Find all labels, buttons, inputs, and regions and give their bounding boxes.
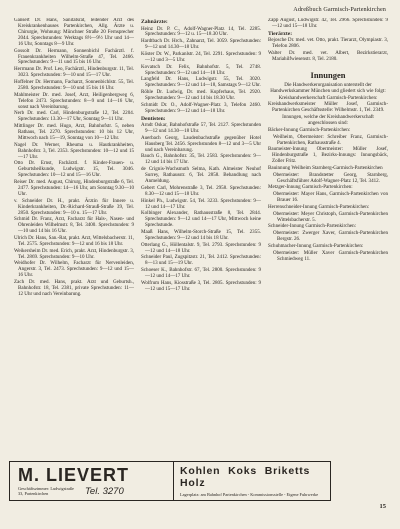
directory-entry: Walter Dr. med. vet. Albert, Bezirkstierarzt, Mariahilfwiesenstr. 8, Tel. 2180. — [268, 50, 388, 63]
directory-entry: Otto Dr. Ernst, Fachärztl. f. Kinder-Frauen- u. Geburtsheilkunde, Ludwigstr. 15, Tel. 3046. Sprechstunden: 10—12 und 15—16 Uhr. — [14, 160, 134, 179]
company-contact — [18, 486, 168, 497]
company-name: M. LIEVERT — [18, 464, 130, 485]
directory-entry: Nagel Dr. Werner, Rheuma u. Hautkrankheiten, Bahnhofstr. 3, Tel. 2353. Sprechstunden: 10—12 und 15—17 Uhr. — [14, 141, 134, 160]
directory-entry: Baumeister-Innung Obermeister: Müller Josef, Hindenburgstraße 1, Bezirks-Innungs: Innungsbäck, Zoller Fritz. — [268, 146, 388, 165]
directory-entry: Weidhofer Dr. Wilhelm, Facharzt für Nervenleiden, Angerstr. 3, Tel. 2473. Sprechstunden: 9—12 und 15—16 Uhr. — [14, 260, 134, 279]
directory-entry: Zapp August, Ludwigstr. 42, Tel. 2966. Sprechstunden: 9—12 und 15—18 Uhr. — [268, 18, 388, 29]
directory-entry: Hardtbach Dr. Hrch., Zahnarzt, Tel. 3059. Sprechstunden: 9—12 und 14.30—18 Uhr. — [141, 38, 261, 51]
directory-entry: Schmidt Dr. O., Adolf-Wagner-Platz 3, Telefon 2460. Sprechstunden: 9—12 und 14—18 Uhr. — [141, 101, 261, 114]
directory-entry: Bäcker-Innung Garmisch-Partenkirchen: — [268, 126, 351, 133]
section-heading: Dentisten: — [141, 115, 166, 122]
directory-entry: Kolbinger Alexander, Rathausstraße 8, Tel. 2844. Sprechstunden: 9—12 und 14—17 Uhr, Mittwoch keine Sprechstunde. — [141, 210, 261, 229]
directory-entry: Maaß Hans, Wilhelm-Storch-Straße 15, Tel. 2355. Sprechstunden: 9—12 und 14 bis 18 Uhr. — [141, 228, 261, 241]
section-heading: Zahnärzte: — [141, 19, 168, 25]
directory-entry: Schoeser K., Bahnhofstr. 67, Tel. 2800. Sprechstunden: 9—12 und 14—17 Uhr. — [141, 267, 261, 279]
running-title: Adreßbuch Garmisch-Partenkirchen — [293, 6, 386, 13]
directory-entry: Reiser Dr. med. August, Chirurg, Hindenburgstraße 6, Tel. 2477. Sprechstunden: 14—16 Uhr, am Sonntag 9.30—10 Uhr. — [14, 178, 134, 197]
directory-entry: Ulrich Dr. Hans, San.-Rat, prakt. Arzt, Wittelsbacherstr. 11, Tel. 2575. Sprechstunden: 9—12 und 16 bis 18 Uhr. — [14, 234, 134, 247]
advertisement-company-block — [10, 462, 174, 500]
directory-entry: Kreishandwerksmeister Müller Josef, Garmisch-Partenkirchen Geschäftsstelle: Wilhelmstr. 1, Tel. 2349. — [268, 101, 388, 114]
directory-columns — [14, 18, 388, 456]
directory-entry: Gossolt Dr. Hermann, Sonnenbichl Fachärztl. f. Frauenkrankheiten Wilhelm-Straße 47, Tel. 2466. Sprechstunden: 9—11 und 15 bis 16 Uhr. — [14, 47, 134, 66]
directory-entry: v. Schneider Dr. H., prakt. Ärztin für Innere u. Kinderkrankheiten, Dr.-Richard-Strauß-Straße 39, Tel. 2850. Sprechstunden: 9—10 u. 15—17 Uhr. — [14, 197, 134, 216]
directory-entry: Herrenschneider-Innung Garmisch-Partenkirchen: — [268, 203, 370, 210]
directory-entry: Kovatsch Dr. Felix, Bahnhofstr. 5, Tel. 2748. Sprechstunden: 9—12 und 14—18 Uhr. — [141, 63, 261, 76]
section-note: Innungen, welche der Kreishandwerkerschaft angeschlossen sind: — [282, 114, 374, 127]
directory-entry: Wolfrum Hans, Kiosstraße 3, Tel. 2805. Sprechstunden: 9—12 und 15—17 Uhr. — [141, 279, 261, 292]
directory-entry: Weikersheim Dr. med. Erich, prakt. Arzt, Hindenburgstr. 3, Tel. 2869. Sprechstunden: 9—10 Uhr. — [14, 247, 134, 260]
directory-subentry: Weilheim, Obermeister: Schreiber Franz, Garmisch-Partenkirchen, Rathausstraße 4. — [273, 133, 388, 146]
directory-entry: Herrmann Dr. Prof. Leo, Fachärztl., Hindenburgstr. 11, Tel. 3023. Sprechstunden: 9—10 und 15—17 Uhr. — [14, 66, 134, 79]
directory-entry: Metzger-Innung Garmisch-Partenkirchen: — [268, 184, 353, 191]
directory-entry: Röhle Dr. Ludwig, Dr. med. Kupferhaus, Tel. 2920. Sprechstunden: 9—12 und 14 bis 18.30 Uhr. — [141, 89, 261, 101]
directory-entry: Mahlmeister Dr. med. Josef, Arzt, Heiligenbergweg 6, Telefon 2473. Sprechstunden: 8—9 und 14—16 Uhr, sonst nach Vereinbarung. — [14, 91, 134, 110]
directory-entry: de Crignis-Wachsmuth Selma, Kath. Almeister Neuhof Surrey, Rathausstr. 6, Tel. 2858. Behandlung nach Anmeldung. — [141, 166, 261, 185]
section-title: Innungen — [310, 70, 346, 81]
directory-entry: Schmid Dr. Franz, Arzt, Facharzt für Hals-, Nasen- und Ohrenleiden Wilhelmstr. 8, Tel. 3400. Sprechstunden: 9—10 und 14 bis 16 Uhr. — [14, 216, 134, 235]
directory-entry: Bejosche Dr. med. vet. Otto, prakt. Tierarzt, Olympiastr. 3, Telefon 2806. — [268, 37, 388, 50]
directory-entry: Schneider Paul, Zugspitzstr. 21, Tel. 2412. Sprechstunden: 8—13 und 15—19 Uhr. — [141, 254, 261, 267]
directory-entry: Zach Dr. med. Hans, prakt. Arzt und Geburtsh., Bahnhofstr. 18, Tel. 2381, private Sprechstunden: 11—12 Uhr und nach Vereinbarung. — [14, 278, 134, 297]
directory-subentry: Obermeister: Zwerger Xaver, Garmisch-Partenkirchen Bergstr. 26. — [273, 230, 388, 243]
directory-entry: Köster Dr. W., Parkanlstr. 24, Tel. 2291. Sprechstunden: 9—12 und 3—5 Uhr. — [141, 50, 261, 63]
section-heading: Tierärzte: — [268, 30, 293, 37]
directory-entry: Arndt Oskar, Bahnhofstraße 57, Tel. 2127. Sprechstunden 9—12 und 14.30—18 Uhr. — [141, 122, 261, 135]
section-note: Kreishandwerkerschaft Garmisch-Partenkirchen: — [278, 94, 378, 101]
directory-entry: Schneider-Innung Garmisch-Partenkirchen: — [268, 223, 357, 230]
directory-entry: Nerb Dr. med. Carl, Hindenburgstraße 12, Tel. 2204. Sprechstunden: 13.30—17 Uhr, Sonntag 9—11 Uhr. — [14, 110, 134, 123]
directory-entry: Langfeld Dr. Hans, Ludwigstr. 55, Tel. 3020. Sprechstunden: 9—12 und 14—18, Samstags 9—12 Uhr. — [141, 76, 261, 89]
advertisement-products-block — [174, 462, 330, 500]
coal-advertisement — [9, 461, 331, 501]
directory-entry: Gansert Dr. Hans, Sanitätsrat, leitender Arzt des Kreiskrankenhauses Partenkirchen, Allg. Ärzte u. Chirurgie, Wohnung: Münchner Straße 20 Fernsprecher 2044. Sprechstunden: Werktags 8½—9½ Uhr und 14—16 Uhr, Sonntags 8—9 Uhr. — [14, 18, 134, 47]
directory-subentry: Obermeister: Müller Xaver Garmisch-Partenkirchen Schmiedweg 11. — [273, 249, 388, 262]
directory-subentry: Obermeister: Mayer Hans, Garmisch-Partenkirchen von Brauer 16. — [273, 191, 388, 204]
directory-entry: Gebert Carl, Mohrenstraße 3, Tel. 2958. Sprechstunden: 8.30—12 und 15—18 Uhr. — [141, 184, 261, 197]
column-right — [268, 18, 388, 456]
directory-entry: Bauinnung Weilheim Starnberg-Garmisch-Partenkirchen — [268, 164, 383, 171]
office-address: Geschäftszimmer: Ludwigstraße 33, Partenkirchen — [18, 486, 74, 496]
directory-entry: Mittlinger Dr. med. Hugo, Arzt, Bahnhofstr. 5, neben Rathaus, Tel. 2270. Sprechstunden: 10 bis 12 Uhr, Mittwoch nach 15—19, Sonntag von 10—12 Uhr. — [14, 122, 134, 141]
directory-entry: Otterlang G., Höllentalstr. 9, Tel. 2793. Sprechstunden: 9—12 und 14—18 Uhr. — [141, 241, 261, 254]
product-list: Kohlen Koks Briketts Holz — [180, 464, 311, 489]
directory-subentry: Obermeister: Brandstetter Georg, Starnberg, Geschäftsführer Adolf-Wagner-Platz 12, Tel. 3412. — [273, 171, 388, 184]
section-note: Die Handwerkerorganisation unterstellt der Handwerkskammer München und gliedert sich wie folgt: — [270, 82, 386, 94]
directory-entry: Bauch G., Bahnhofstr. 35, Tel. 2583. Sprechstunden: 9—12 und 14 bis 17 Uhr. — [141, 153, 261, 166]
column-left — [14, 18, 134, 456]
directory-entry: Schuhmacher-Innung Garmisch-Partenkirchen: — [268, 242, 364, 249]
directory-entry: Hinkel Ph., Ludwigstr. 54, Tel. 3233. Sprechstunden: 9—12 und 14—17 Uhr. — [141, 197, 261, 210]
storage-address: Lagerplatz: am Bahnhof Partenkirchen - Kommissionsstelle - Eigene Fuhrwerke — [180, 491, 319, 497]
page-number: 15 — [379, 503, 386, 510]
directory-entry: Heinz Dr. P. C., Adolf-Wagner-Platz 14, Tel. 2285. Sprechstunden: 9—12 u. 15—18.30 Uhr. — [141, 25, 261, 38]
column-middle — [141, 18, 261, 456]
telephone-number: Tel. 3270 — [85, 485, 124, 497]
directory-entry: Auerbach Georg, Laudenbachstraße gegenüber Hotel Hausberg Tel. 2456. Sprechstunden 8—12 und 3—5 Uhr und nach Vereinbarung. — [141, 134, 261, 153]
directory-entry: Hoffelner Dr. Hermann, Facharzt, Sonnenbichlstr. 55, Tel. 2580. Sprechstunden: 9—10 und 15 bis 16 Uhr. — [14, 78, 134, 91]
directory-subentry: Obermeister: Meyer Christoph, Garmisch-Partenkirchen Wittelsbacherstr. 5. — [273, 210, 388, 223]
